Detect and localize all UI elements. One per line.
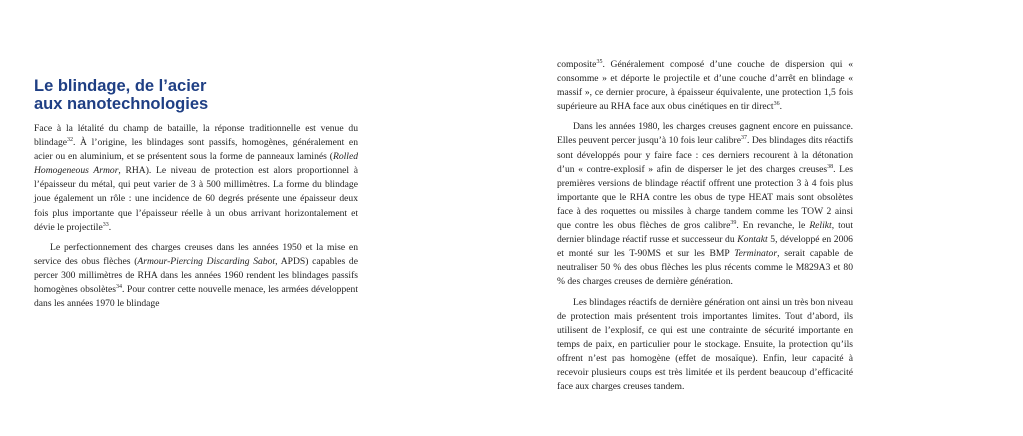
- text-run: Les blindages réactifs de dernière génération ont ainsi un très bon niveau de protection mais présentent trois importantes limites. Tout d’abord, ils utilisent de l’explosif, ce qui est une contrainte de sécurité importante en temps de paix, en particulier pour le stockage. Ensuite, la protection qu’ils offrent n’est pas homogène (effet de mosaïque). Enfin, leur capacité à recevoir plusieurs coups est très limitée et ils perdent beaucoup d’efficacité face aux charges creuses tandem.: [557, 296, 853, 393]
- text-run: , APDS) capables de percer 300 millimètres de RHA dans les années 1960 rendent les blindages passifs homogènes obsolètes: [34, 255, 358, 296]
- text-run: .: [108, 221, 112, 233]
- paragraph-3: [557, 58, 853, 114]
- right-column: [557, 58, 853, 400]
- footnote-ref-36[interactable]: 36: [773, 101, 780, 108]
- footnote-ref-32[interactable]: 32: [67, 136, 74, 143]
- text-run: . Les premières versions de blindage réactif offrent une protection 3 à 4 fois plus importante que le RHA contre les obus de type HEAT mais sont obsolètes face à des roquettes ou missiles à charge tandem comme les TOW 2 ainsi que contre les obus flèches de gros calibre: [557, 163, 853, 232]
- italic-term: Relikt: [809, 220, 832, 232]
- text-run: Dans les années 1980, les charges creuses gagnent encore en puissance. Elles peuvent percer jusqu’à 10 fois leur calibre: [557, 121, 853, 147]
- text-run: .: [779, 101, 782, 113]
- text-run: , RHA). Le niveau de protection est alors proportionnel à l’épaisseur du métal, qui peut varier de 3 à 500 millimètres. La forme du blindage joue également un rôle : une incidence de 60 degrés présente une épaisseur deux fois plus importante que l’épaisseur réelle à un obus arrivant horizontalement et dévie le projectile: [34, 165, 358, 233]
- heading-line-1: Le blindage, de l’acier: [34, 77, 207, 95]
- italic-term: Kontakt: [737, 234, 768, 246]
- text-run: . Des blindages dits réactifs sont développés pour y faire face : ces derniers recourent à la détonation d’un « contre-explosif » afin de disperser le jet des charges creuses: [557, 135, 853, 175]
- left-column: [34, 122, 358, 317]
- footnote-ref-38[interactable]: 38: [827, 163, 834, 170]
- text-run: 5, développé en 2006 et monté sur les T-90MS et sur les BMP: [557, 234, 853, 260]
- text-run: Face à la létalité du champ de bataille, la réponse traditionnelle est venue du blindage: [34, 123, 358, 149]
- text-run: composite: [557, 59, 597, 70]
- paragraph-5: [557, 296, 853, 395]
- paragraph-4: [557, 120, 853, 289]
- text-run: . Pour contrer cette nouvelle menace, les armées développent dans les années 1970 le blindage: [34, 284, 358, 310]
- italic-term: Rolled Homogeneous Armor: [34, 151, 358, 177]
- text-run: , tout dernier blindage réactif russe et successeur du: [557, 220, 853, 246]
- italic-term: Armour-Piercing Discarding Sabot: [137, 255, 276, 267]
- text-run: . À l’origine, les blindages sont passifs, homogènes, généralement en acier ou en aluminium, et se présentent sous la forme de panneaux laminés (: [34, 137, 358, 163]
- footnote-ref-33[interactable]: 33: [102, 221, 109, 228]
- text-run: , serait capable de neutraliser 50 % des obus flèches les plus récents comme le M829A3 et 80 % des charges creuses de dernière génération.: [557, 248, 854, 288]
- text-run: . En revanche, le: [736, 220, 810, 232]
- heading-line-2: aux nanotechnologies: [34, 95, 209, 113]
- footnote-ref-39[interactable]: 39: [730, 219, 737, 226]
- footnote-ref-37[interactable]: 37: [740, 135, 747, 142]
- paragraph-1: [34, 122, 358, 235]
- italic-term: Terminator: [734, 248, 778, 260]
- footnote-ref-35[interactable]: 35: [596, 58, 603, 65]
- text-run: Le perfectionnement des charges creuses dans les années 1950 et la mise en service des obus flèches (: [34, 241, 358, 267]
- text-run: . Généralement composé d’une couche de dispersion qui « consomme » et déporte le projectile et d’une couche d’arrêt en blindage « massif », ce dernier procure, à épaisseur équivalente, une protection 1,5 fois supérieure au RHA face aux obus cinétiques en tir direct: [557, 59, 853, 113]
- footnote-ref-34[interactable]: 34: [116, 283, 122, 290]
- section-heading: [34, 77, 364, 113]
- paragraph-2: [34, 241, 358, 311]
